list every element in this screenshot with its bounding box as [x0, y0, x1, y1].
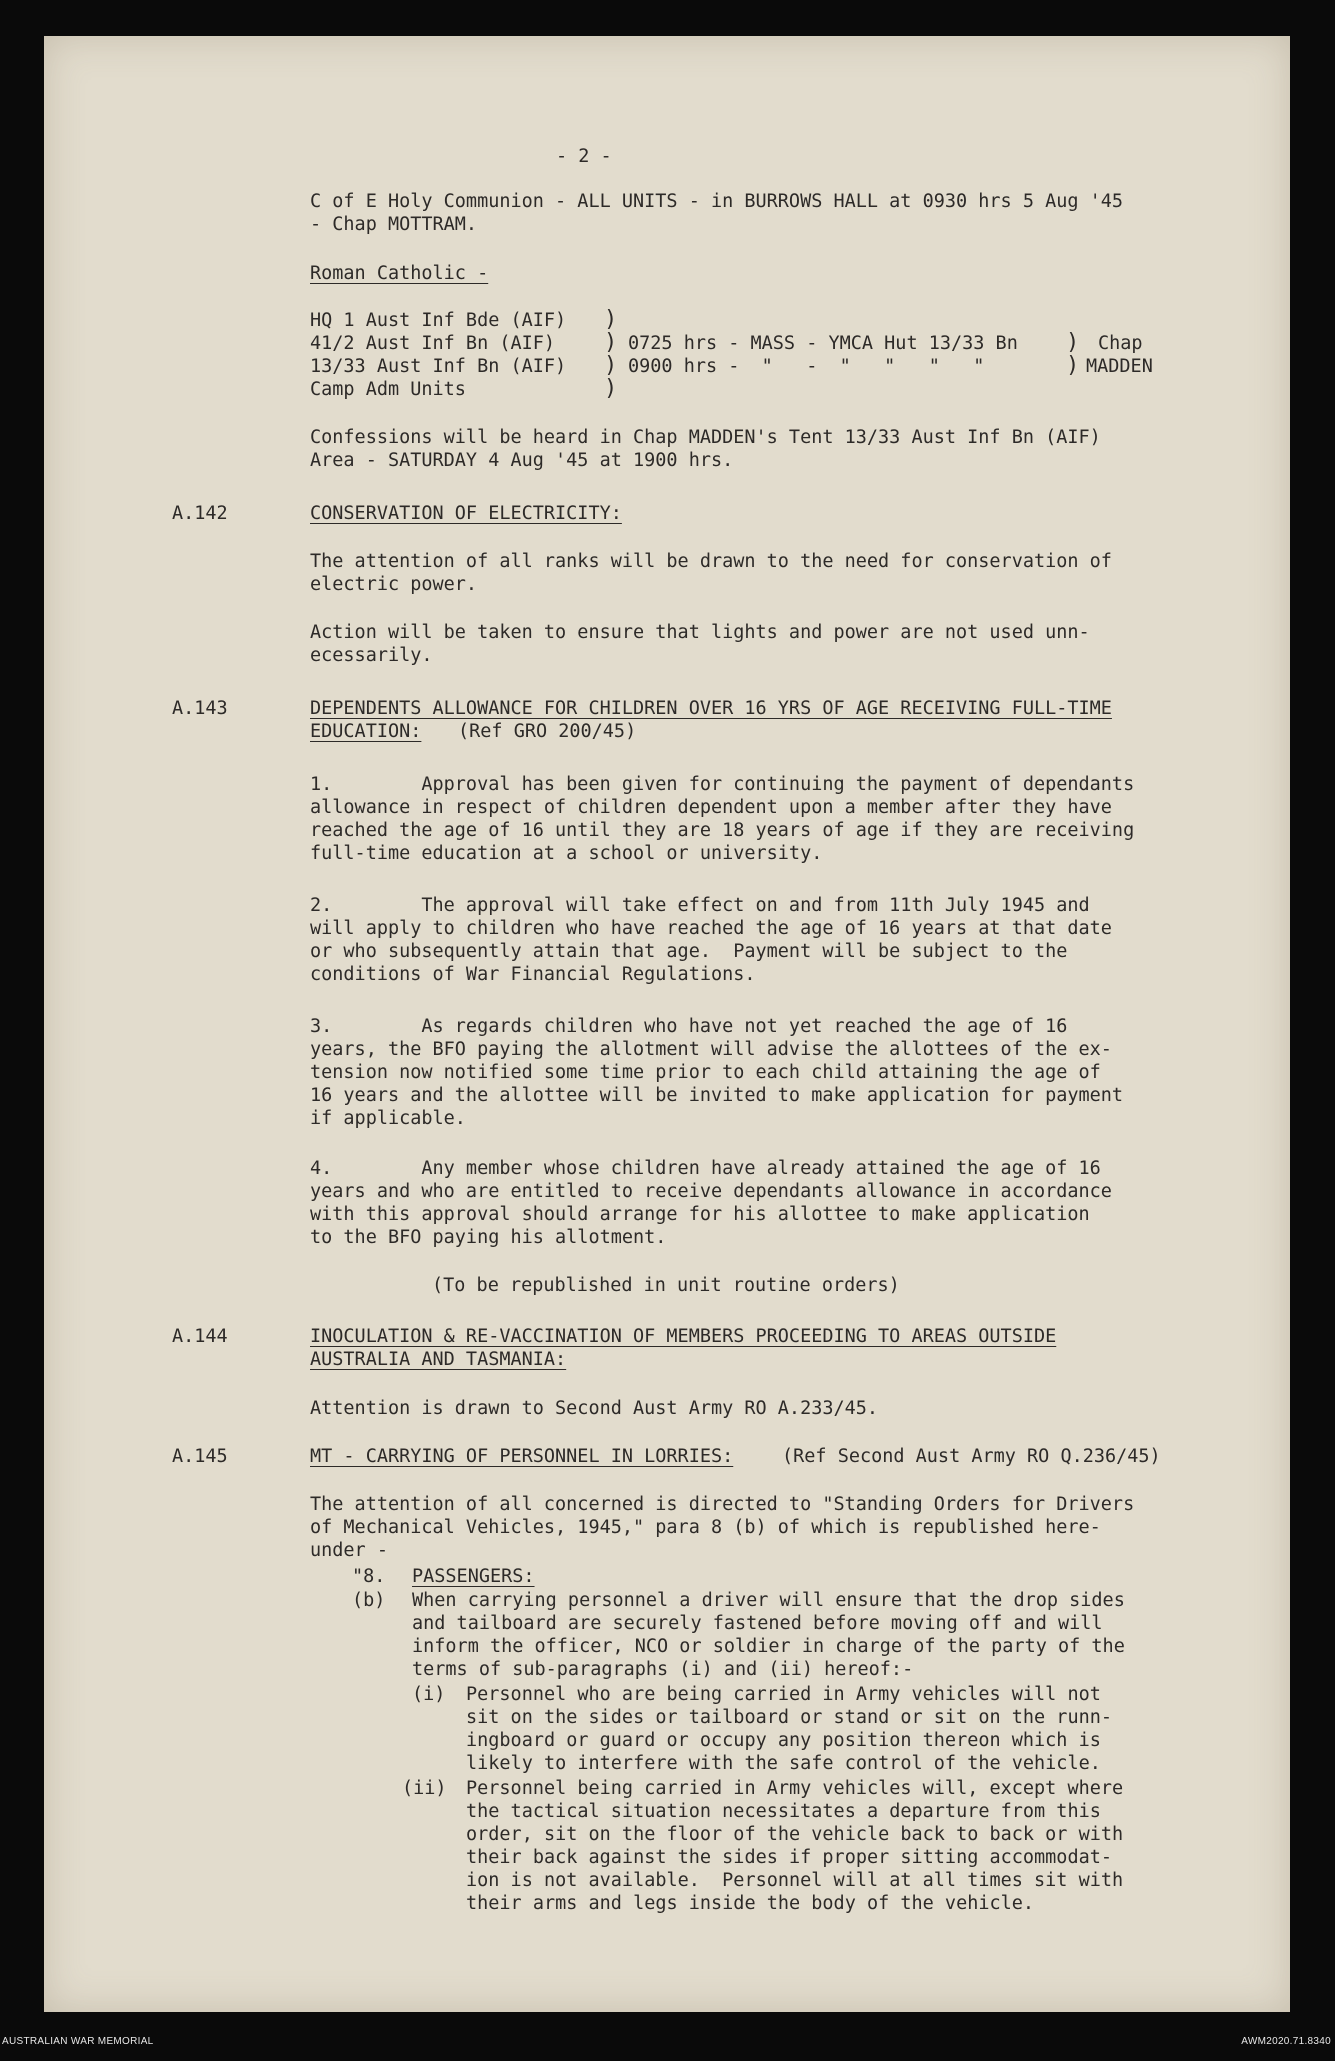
republish-note: (To be republished in unit routine orders): [432, 1275, 900, 1296]
brace: ): [1066, 353, 1080, 378]
quote-sub-label: (i): [412, 1684, 446, 1705]
section-ref: (Ref GRO 200/45): [458, 721, 637, 742]
body-line: 3. As regards children who have not yet reached the age of 16: [310, 1016, 1068, 1037]
body-line: The attention of all ranks will be drawn to the need for conservation of: [310, 551, 1112, 572]
quote-line: and tailboard are securely fastened before moving off and will: [412, 1613, 1103, 1634]
chap-name: Chap: [1098, 333, 1143, 354]
chap-name: MADDEN: [1086, 356, 1153, 377]
body-line: years, the BFO paying the allotment will advise the allottees of the ex-: [310, 1039, 1112, 1060]
unit-row: 41/2 Aust Inf Bn (AIF): [310, 333, 556, 354]
section-number: A.142: [172, 503, 228, 524]
confessions-line: Area - SATURDAY 4 Aug '45 at 1900 hrs.: [310, 450, 734, 471]
confessions-line: Confessions will be heard in Chap MADDEN's Tent 13/33 Aust Inf Bn (AIF): [310, 427, 1101, 448]
body-line: electric power.: [310, 574, 478, 595]
unit-row: HQ 1 Aust Inf Bde (AIF): [310, 310, 567, 331]
communion-line: C of E Holy Communion - ALL UNITS - in BURROWS HALL at 0930 hrs 5 Aug '45: [310, 191, 1124, 212]
quote-line: their arms and legs inside the body of the vehicle.: [466, 1893, 1035, 1914]
body-line: ecessarily.: [310, 645, 433, 666]
brace: ): [604, 353, 618, 378]
body-line: Action will be taken to ensure that lights and power are not used unn-: [310, 622, 1090, 643]
quote-line: When carrying personnel a driver will ensure that the drop sides: [412, 1590, 1125, 1611]
brace: ): [604, 307, 618, 332]
communion-chap: - Chap MOTTRAM.: [310, 214, 478, 235]
body-line: The attention of all concerned is directed to "Standing Orders for Drivers: [310, 1494, 1135, 1515]
section-title: INOCULATION & RE-VACCINATION OF MEMBERS PROCEEDING TO AREAS OUTSIDE: [310, 1326, 1057, 1347]
unit-row: 13/33 Aust Inf Bn (AIF): [310, 356, 567, 377]
rc-title: Roman Catholic -: [310, 263, 489, 284]
body-line: conditions of War Financial Regulations.: [310, 964, 756, 985]
quote-line: the tactical situation necessitates a departure from this: [466, 1801, 1101, 1822]
section-title: CONSERVATION OF ELECTRICITY:: [310, 503, 622, 524]
body-line: tension now notified some time prior to each child attaining the age of: [310, 1062, 1101, 1083]
section-number: A.143: [172, 698, 228, 719]
body-line: to the BFO paying his allotment.: [310, 1227, 667, 1248]
quote-line: terms of sub-paragraphs (i) and (ii) hereof:-: [412, 1659, 914, 1680]
body-line: of Mechanical Vehicles, 1945," para 8 (b) of which is republished here-: [310, 1517, 1101, 1538]
body-line: years and who are entitled to receive dependants allowance in accordance: [310, 1181, 1112, 1202]
body-line: allowance in respect of children dependent upon a member after they have: [310, 797, 1112, 818]
body-line: or who subsequently attain that age. Payment will be subject to the: [310, 941, 1068, 962]
quote-sub-label: (ii): [402, 1778, 447, 1799]
brace: ): [604, 330, 618, 355]
unit-row: Camp Adm Units: [310, 379, 466, 400]
section-title: MT - CARRYING OF PERSONNEL IN LORRIES:: [310, 1446, 734, 1467]
section-number: A.144: [172, 1326, 228, 1347]
mass-time: 0900 hrs - " - " " " ": [628, 356, 985, 377]
body-line: if applicable.: [310, 1108, 466, 1129]
body-line: reached the age of 16 until they are 18 years of age if they are receiving: [310, 820, 1135, 841]
quote-sub-label: (b): [352, 1590, 386, 1611]
quote-line: ingboard or guard or occupy any position thereon which is: [466, 1730, 1101, 1751]
quote-line: their back against the sides if proper sitting accommodat-: [466, 1847, 1113, 1868]
body-line: Attention is drawn to Second Aust Army RO A.233/45.: [310, 1398, 879, 1419]
body-line: full-time education at a school or university.: [310, 843, 823, 864]
section-ref: (Ref Second Aust Army RO Q.236/45): [782, 1446, 1161, 1467]
footer-accession-number: AWM2020.71.8340: [1241, 2036, 1331, 2047]
quote-line: inform the officer, NCO or soldier in charge of the party of the: [412, 1636, 1125, 1657]
quote-line: likely to interfere with the safe control of the vehicle.: [466, 1753, 1101, 1774]
mass-time: 0725 hrs - MASS - YMCA Hut 13/33 Bn: [628, 333, 1018, 354]
quote-line: ion is not available. Personnel will at all times sit with: [466, 1870, 1124, 1891]
body-line: will apply to children who have reached the age of 16 years at that date: [310, 918, 1112, 939]
quote-line: Personnel being carried in Army vehicles will, except where: [466, 1778, 1124, 1799]
body-line: with this approval should arrange for his allottee to make application: [310, 1204, 1090, 1225]
footer-archive-name: AUSTRALIAN WAR MEMORIAL: [2, 2036, 154, 2047]
body-line: 1. Approval has been given for continuing the payment of dependants: [310, 774, 1135, 795]
quote-line: Personnel who are being carried in Army vehicles will not: [466, 1684, 1101, 1705]
section-title: EDUCATION:: [310, 721, 422, 742]
section-number: A.145: [172, 1446, 228, 1467]
quote-line: order, sit on the floor of the vehicle back to back or with: [466, 1824, 1124, 1845]
quote-para-number: "8.: [352, 1566, 386, 1587]
quote-line: sit on the sides or tailboard or stand or sit on the runn-: [466, 1707, 1113, 1728]
quote-para-title: PASSENGERS:: [412, 1566, 535, 1587]
page-number: - 2 -: [556, 146, 612, 167]
body-line: 16 years and the allottee will be invited to make application for payment: [310, 1085, 1124, 1106]
section-title: AUSTRALIA AND TASMANIA:: [310, 1349, 567, 1370]
brace: ): [604, 376, 618, 401]
section-title: DEPENDENTS ALLOWANCE FOR CHILDREN OVER 16 YRS OF AGE RECEIVING FULL-TIME: [310, 698, 1112, 719]
body-line: 2. The approval will take effect on and from 11th July 1945 and: [310, 895, 1090, 916]
body-line: under -: [310, 1540, 388, 1561]
body-line: 4. Any member whose children have already attained the age of 16: [310, 1158, 1101, 1179]
brace: ): [1066, 330, 1080, 355]
